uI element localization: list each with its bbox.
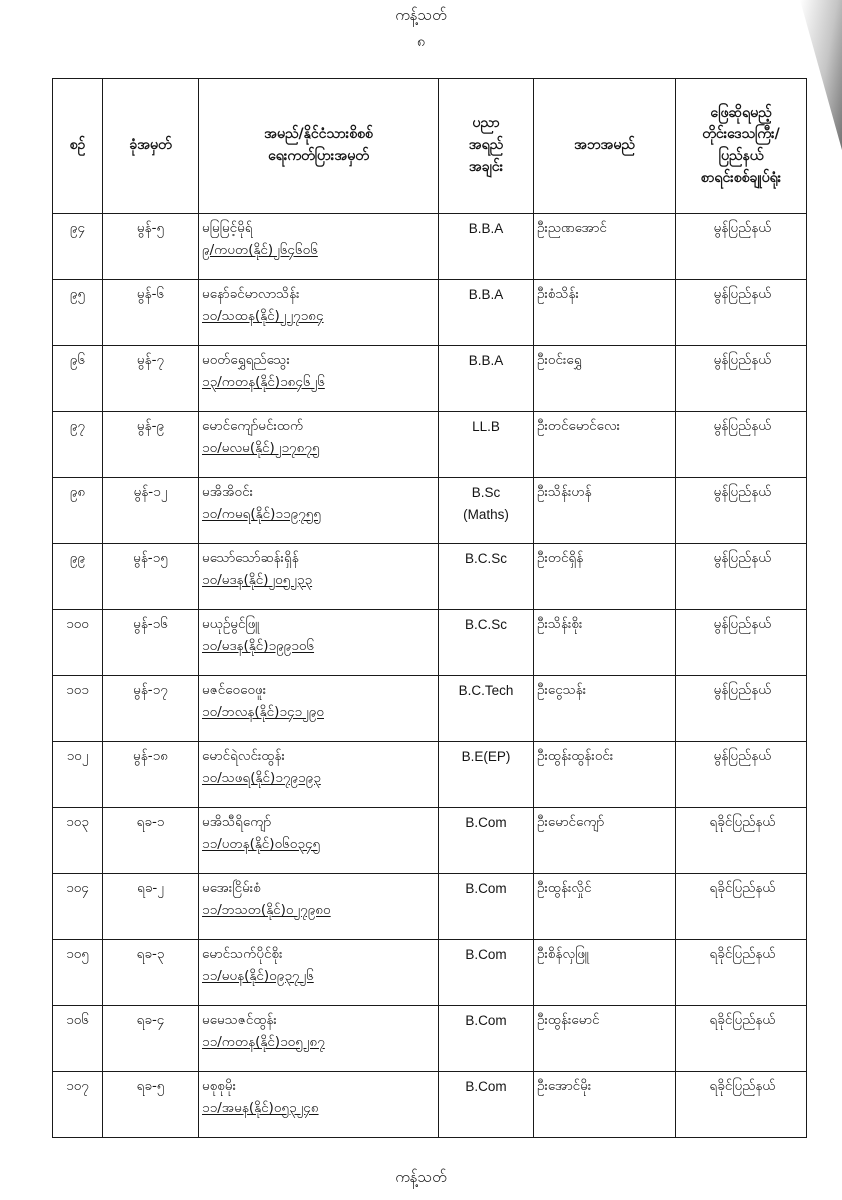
name-cell bbox=[199, 610, 439, 676]
candidate-name: မမြမြင့်မိုရ် bbox=[202, 220, 253, 236]
roll-cell: မွန်-၆ bbox=[103, 280, 199, 346]
nrc-number: ၁၁/မပန(နိုင်)၀၉၃၇၂၆ bbox=[202, 967, 314, 984]
table-row bbox=[53, 808, 807, 874]
nrc-number: ၁၀/မဒန(နိုင်)၁၉၉၁၀၆ bbox=[202, 637, 315, 654]
candidate-name: မနော်ခင်မာလာသိန်း bbox=[202, 286, 300, 302]
header-region-line2: တိုင်းဒေသကြီး/ bbox=[702, 126, 780, 143]
candidate-table bbox=[52, 78, 807, 1138]
header-region-line4: စာရင်းစစ်ချုပ်ရုံး bbox=[700, 169, 782, 186]
degree-text: B.Sc bbox=[471, 485, 501, 500]
serial-cell: ၉၄ bbox=[53, 214, 103, 280]
serial-cell: ၁၀၅ bbox=[53, 940, 103, 1006]
father-cell: ဦးထွန်းမောင် bbox=[534, 1006, 676, 1072]
serial-cell: ၉၆ bbox=[53, 346, 103, 412]
nrc-number: ၁၃/ကတန(နိုင်)၁၈၄၆၂၆ bbox=[202, 373, 325, 390]
serial-cell: ၁၀၆ bbox=[53, 1006, 103, 1072]
father-cell: ဦးငွေသန်း bbox=[534, 676, 676, 742]
nrc-number: ၁၁/ဘသတ(နိုင်)၀၂၇၉၈၀ bbox=[202, 901, 331, 918]
table-header-row bbox=[53, 79, 807, 214]
header-serial bbox=[53, 79, 103, 214]
father-cell: ဦးမောင်ကျော် bbox=[534, 808, 676, 874]
roll-cell: မွန်-၁၅ bbox=[103, 544, 199, 610]
restricted-footer-stamp: ကန့်သတ် bbox=[395, 1168, 447, 1186]
header-degree-line1: ပညာ bbox=[472, 115, 500, 132]
roll-cell: ရခ-၃ bbox=[103, 940, 199, 1006]
header-father-text: အဘအမည် bbox=[574, 137, 635, 154]
serial-cell: ၁၀၇ bbox=[53, 1072, 103, 1138]
serial-cell: ၉၈ bbox=[53, 478, 103, 544]
degree-cell bbox=[439, 214, 534, 280]
candidate-name: မစုစုမိုး bbox=[202, 1078, 237, 1094]
roll-cell: မွန်-၇ bbox=[103, 346, 199, 412]
region-cell: မွန်ပြည်နယ် bbox=[676, 544, 807, 610]
roll-cell: မွန်-၁၂ bbox=[103, 478, 199, 544]
name-cell bbox=[199, 214, 439, 280]
candidate-name: မအေးငြိမ်းစံ bbox=[202, 880, 261, 896]
roll-cell: ရခ-၂ bbox=[103, 874, 199, 940]
degree-text: B.Com bbox=[465, 1079, 507, 1094]
region-cell: မွန်ပြည်နယ် bbox=[676, 412, 807, 478]
degree-text: B.Com bbox=[465, 1013, 507, 1028]
name-cell bbox=[199, 1006, 439, 1072]
header-roll-text: ခုံအမှတ် bbox=[129, 137, 172, 154]
name-cell bbox=[199, 742, 439, 808]
name-cell bbox=[199, 478, 439, 544]
father-cell: ဦးတင်မောင်လေး bbox=[534, 412, 676, 478]
header-father-name bbox=[534, 79, 676, 214]
region-cell: ရခိုင်ပြည်နယ် bbox=[676, 1072, 807, 1138]
candidate-name: မယုဉ်မွင်ဖြူ bbox=[202, 616, 260, 632]
serial-cell: ၁၀၀ bbox=[53, 610, 103, 676]
header-region-line1: ဖြေဆိုရမည့် bbox=[710, 104, 772, 121]
serial-cell: ၉၉ bbox=[53, 544, 103, 610]
header-degree-line3: အချင်း bbox=[468, 158, 504, 175]
roll-cell: မွန်-၁၆ bbox=[103, 610, 199, 676]
table-row bbox=[53, 1072, 807, 1138]
serial-cell: ၉၅ bbox=[53, 280, 103, 346]
degree-text: B.B.A bbox=[468, 287, 504, 302]
header-name-nrc bbox=[199, 79, 439, 214]
page-number: ၈ bbox=[417, 34, 425, 50]
name-cell bbox=[199, 544, 439, 610]
roll-cell: မွန်-၅ bbox=[103, 214, 199, 280]
nrc-number: ၁၀/မလမ(နိုင်)၂၁၇၈၇၅ bbox=[202, 439, 320, 456]
region-cell: မွန်ပြည်နယ် bbox=[676, 280, 807, 346]
degree-cell bbox=[439, 478, 534, 544]
header-region-line3: ပြည်နယ် bbox=[718, 148, 764, 164]
region-cell: မွန်ပြည်နယ် bbox=[676, 214, 807, 280]
father-cell: ဦးစံသိန်း bbox=[534, 280, 676, 346]
degree-cell bbox=[439, 808, 534, 874]
roll-cell: မွန်-၁၈ bbox=[103, 742, 199, 808]
degree-cell bbox=[439, 940, 534, 1006]
candidate-name: မောင်ကျော်မင်းထက် bbox=[202, 418, 304, 434]
degree-cell bbox=[439, 346, 534, 412]
name-cell bbox=[199, 280, 439, 346]
degree-text: B.Com bbox=[465, 815, 507, 830]
candidate-name: မသော်သော်ဆန်းရှိန် bbox=[202, 550, 299, 566]
header-name-line1: အမည်/နိုင်ငံသားစိစစ် bbox=[264, 126, 373, 143]
father-cell: ဦးသိန်းဟန် bbox=[534, 478, 676, 544]
degree-cell bbox=[439, 874, 534, 940]
header-qualification bbox=[439, 79, 534, 214]
degree-text: B.B.A bbox=[468, 221, 504, 236]
table-row bbox=[53, 676, 807, 742]
degree-text: B.Com bbox=[465, 947, 507, 962]
father-cell: ဦးအောင်မိုး bbox=[534, 1072, 676, 1138]
roll-cell: ရခ-၁ bbox=[103, 808, 199, 874]
father-cell: ဦးထွန်းလှိုင် bbox=[534, 874, 676, 940]
header-exam-office bbox=[676, 79, 807, 214]
table-row bbox=[53, 412, 807, 478]
restricted-header-stamp: ကန့်သတ် bbox=[395, 6, 447, 24]
region-cell: မွန်ပြည်နယ် bbox=[676, 676, 807, 742]
degree-subject: (Maths) bbox=[463, 506, 509, 522]
nrc-number: ၁၁/အမန(နိုင်)၀၅၃၂၄၈ bbox=[202, 1099, 319, 1116]
header-name-line2: ရေးကတ်ပြားအမှတ် bbox=[268, 148, 369, 164]
candidate-name: မအိအိဝင်း bbox=[202, 484, 253, 500]
serial-cell: ၁၀၂ bbox=[53, 742, 103, 808]
name-cell bbox=[199, 808, 439, 874]
candidate-name: မဇင်ဝေဝေဖူး bbox=[202, 682, 267, 698]
degree-cell bbox=[439, 1006, 534, 1072]
table-body bbox=[53, 214, 807, 1138]
name-cell bbox=[199, 874, 439, 940]
serial-cell: ၁၀၁ bbox=[53, 676, 103, 742]
roll-cell: ရခ-၄ bbox=[103, 1006, 199, 1072]
roll-cell: မွန်-၉ bbox=[103, 412, 199, 478]
region-cell: ရခိုင်ပြည်နယ် bbox=[676, 1006, 807, 1072]
degree-cell bbox=[439, 412, 534, 478]
degree-text: B.C.Sc bbox=[464, 551, 507, 566]
nrc-number: ၉/ကပတ(နိုင်)၂၆၄၆၀၆ bbox=[202, 241, 318, 258]
table-row bbox=[53, 1006, 807, 1072]
roll-cell: မွန်-၁၇ bbox=[103, 676, 199, 742]
degree-cell bbox=[439, 610, 534, 676]
candidate-name: မအိသီရိကျော် bbox=[202, 814, 272, 830]
table-row bbox=[53, 214, 807, 280]
header-degree-line2: အရည် bbox=[468, 137, 504, 154]
degree-text: B.Com bbox=[465, 881, 507, 896]
degree-cell bbox=[439, 676, 534, 742]
degree-cell bbox=[439, 544, 534, 610]
nrc-number: ၁၀/သထန(နိုင်)၂၂၇၁၈၄ bbox=[202, 307, 324, 324]
serial-cell: ၁၀၃ bbox=[53, 808, 103, 874]
candidate-name: မမေသဇင်ထွန်း bbox=[202, 1012, 277, 1028]
region-cell: မွန်ပြည်နယ် bbox=[676, 742, 807, 808]
name-cell bbox=[199, 412, 439, 478]
serial-cell: ၉၇ bbox=[53, 412, 103, 478]
header-roll-number bbox=[103, 79, 199, 214]
candidate-name: မောင်ရဲလင်းထွန်း bbox=[202, 748, 285, 764]
degree-text: B.B.A bbox=[468, 353, 504, 368]
degree-cell bbox=[439, 1072, 534, 1138]
candidate-name: မဝတ်ရွှေရည်သွေး bbox=[202, 352, 290, 368]
father-cell: ဦးညဏအောင် bbox=[534, 214, 676, 280]
degree-text: B.C.Tech bbox=[458, 683, 514, 698]
name-cell bbox=[199, 1072, 439, 1138]
nrc-number: ၁၀/ဘလန(နိုင်)၁၄၁၂၉၀ bbox=[202, 703, 324, 720]
father-cell: ဦးသိန်းစိုး bbox=[534, 610, 676, 676]
region-cell: မွန်ပြည်နယ် bbox=[676, 346, 807, 412]
region-cell: ရခိုင်ပြည်နယ် bbox=[676, 874, 807, 940]
table-row bbox=[53, 544, 807, 610]
table-row bbox=[53, 940, 807, 1006]
nrc-number: ၁၀/သဖရ(နိုင်)၁၇၉၁၉၃ bbox=[202, 769, 321, 786]
nrc-number: ၁၀/မဒန(နိုင်)၂၀၅၂၃၃ bbox=[202, 571, 313, 588]
table-row bbox=[53, 280, 807, 346]
region-cell: ရခိုင်ပြည်နယ် bbox=[676, 808, 807, 874]
table-row bbox=[53, 610, 807, 676]
roll-cell: ရခ-၅ bbox=[103, 1072, 199, 1138]
father-cell: ဦးစိန်လှဖြူ bbox=[534, 940, 676, 1006]
father-cell: ဦးထွန်းထွန်းဝင်း bbox=[534, 742, 676, 808]
name-cell bbox=[199, 940, 439, 1006]
table-row bbox=[53, 742, 807, 808]
nrc-number: ၁၁/ပတန(နိုင်)၀၆၀၃၄၅ bbox=[202, 835, 321, 852]
father-cell: ဦးတင်ရှိန် bbox=[534, 544, 676, 610]
degree-text: LL.B bbox=[472, 419, 500, 434]
nrc-number: ၁၀/ကမရ(နိုင်)၁၁၉၇၅၅ bbox=[202, 505, 321, 522]
name-cell bbox=[199, 676, 439, 742]
degree-text: B.C.Sc bbox=[464, 617, 507, 632]
region-cell: ရခိုင်ပြည်နယ် bbox=[676, 940, 807, 1006]
degree-text: B.E(EP) bbox=[461, 749, 511, 764]
region-cell: မွန်ပြည်နယ် bbox=[676, 478, 807, 544]
table-row bbox=[53, 478, 807, 544]
name-cell bbox=[199, 346, 439, 412]
table-row bbox=[53, 346, 807, 412]
nrc-number: ၁၁/ကတန(နိုင်)၁၀၅၂၈၇ bbox=[202, 1033, 325, 1050]
header-serial-text: စဉ် bbox=[69, 137, 86, 154]
candidate-name: မောင်သက်ပိုင်စိုး bbox=[202, 946, 283, 962]
table-row bbox=[53, 874, 807, 940]
degree-cell bbox=[439, 742, 534, 808]
region-cell: မွန်ပြည်နယ် bbox=[676, 610, 807, 676]
father-cell: ဦးဝင်းရွှေ bbox=[534, 346, 676, 412]
degree-cell bbox=[439, 280, 534, 346]
serial-cell: ၁၀၄ bbox=[53, 874, 103, 940]
